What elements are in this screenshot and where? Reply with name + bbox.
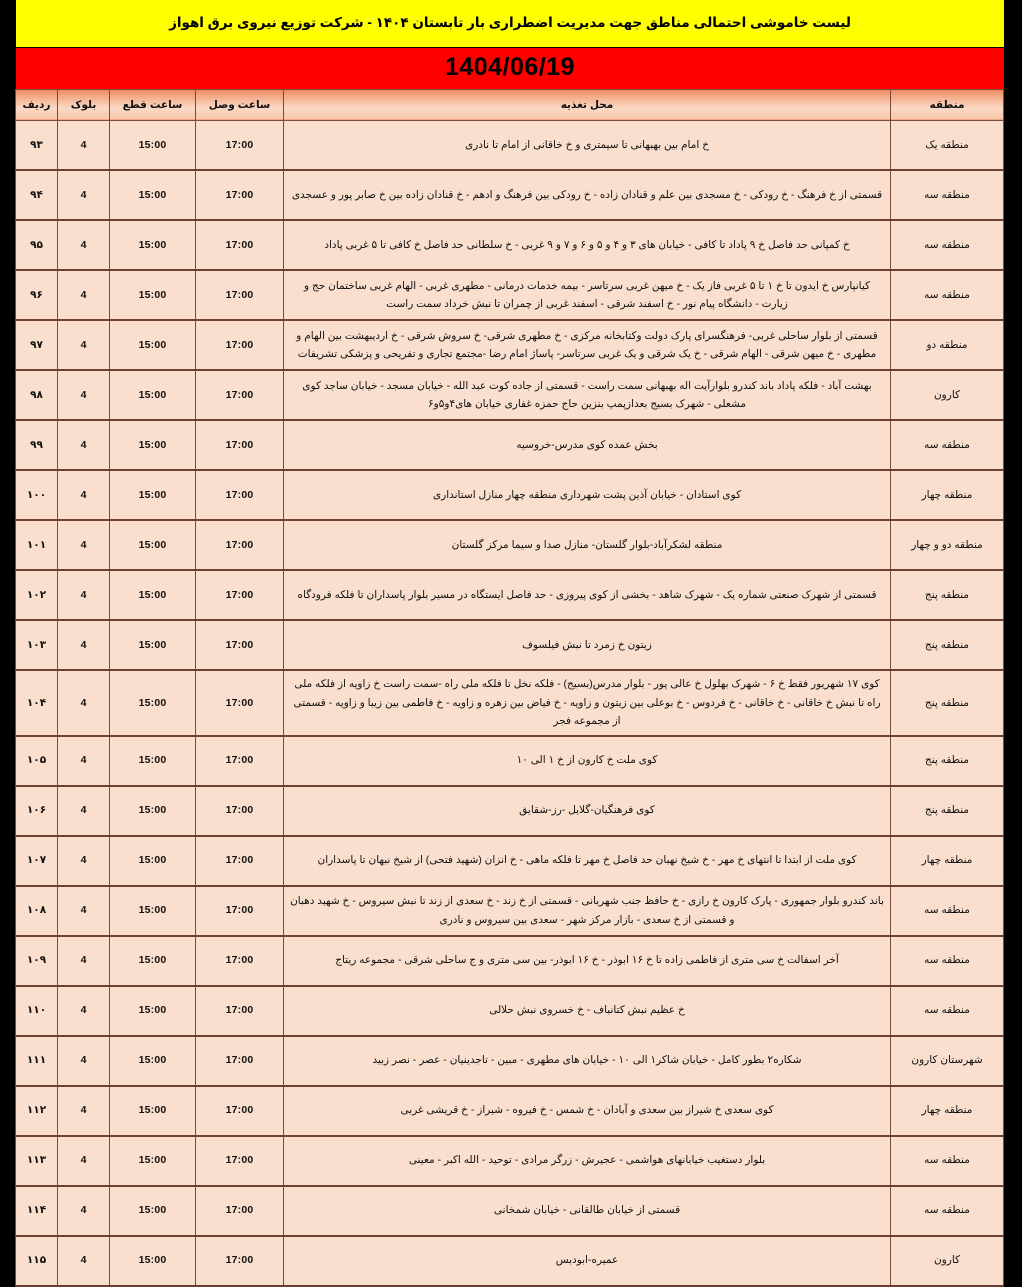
cell-time-on: 17:00 (196, 570, 284, 620)
cell-block: 4 (58, 320, 110, 370)
cell-radif: ۱۱۳ (16, 1136, 58, 1186)
cell-feed: خ عظیم نبش کتانباف - خ خسروی نبش حلالی (284, 986, 891, 1036)
cell-feed: زیتون خ زمرد تا نبش فیلسوف (284, 620, 891, 670)
cell-time-off: 15:00 (110, 936, 196, 986)
cell-region: منطقه سه (891, 1186, 1004, 1236)
cell-feed: بخش عمده کوی مدرس-خروسیه (284, 420, 891, 470)
table-row (16, 520, 1004, 570)
header-time-on: ساعت وصل (196, 89, 284, 120)
cell-block: 4 (58, 936, 110, 986)
cell-time-on: 17:00 (196, 936, 284, 986)
table-row (16, 220, 1004, 270)
cell-time-off: 15:00 (110, 570, 196, 620)
cell-time-off: 15:00 (110, 886, 196, 936)
cell-time-off: 15:00 (110, 320, 196, 370)
cell-time-on: 17:00 (196, 1086, 284, 1136)
cell-time-on: 17:00 (196, 470, 284, 520)
cell-radif: ۹۴ (16, 170, 58, 220)
cell-radif: ۱۱۱ (16, 1036, 58, 1086)
table-row (16, 420, 1004, 470)
cell-radif: ۹۳ (16, 120, 58, 170)
header-time-off: ساعت قطع (110, 89, 196, 120)
cell-feed: قسمتی از خیابان طالقانی - خیابان شمخانی (284, 1186, 891, 1236)
cell-radif: ۹۶ (16, 270, 58, 320)
schedule-title: لیست خاموشی احتمالی مناطق جهت مدیریت اضطراری بار تابستان ۱۴۰۴ - شرکت توزیع نیروی برق اهواز (16, 0, 1004, 48)
cell-feed: کوی فرهنگیان-گلایل -رز-شقایق (284, 786, 891, 836)
cell-block: 4 (58, 370, 110, 420)
cell-time-off: 15:00 (110, 370, 196, 420)
cell-time-on: 17:00 (196, 886, 284, 936)
cell-region: منطقه چهار (891, 836, 1004, 886)
cell-region: منطقه سه (891, 936, 1004, 986)
cell-time-off: 15:00 (110, 786, 196, 836)
cell-region: منطقه چهار (891, 470, 1004, 520)
cell-time-on: 17:00 (196, 370, 284, 420)
cell-region: منطقه چهار (891, 1086, 1004, 1136)
cell-block: 4 (58, 420, 110, 470)
cell-radif: ۱۰۸ (16, 886, 58, 936)
cell-radif: ۱۰۶ (16, 786, 58, 836)
cell-time-on: 17:00 (196, 786, 284, 836)
cell-block: 4 (58, 470, 110, 520)
outage-table (15, 89, 1004, 1287)
table-row (16, 1136, 1004, 1186)
cell-radif: ۱۱۴ (16, 1186, 58, 1236)
cell-time-off: 15:00 (110, 620, 196, 670)
cell-block: 4 (58, 1236, 110, 1286)
cell-radif: ۱۰۱ (16, 520, 58, 570)
cell-feed: بلوار دستغیب خیابانهای هواشمی - عجیرش - زرگر مرادی - توحید - الله اکبر - معینی (284, 1136, 891, 1186)
cell-radif: ۱۰۲ (16, 570, 58, 620)
cell-radif: ۱۰۰ (16, 470, 58, 520)
header-feed: محل تغذیه (284, 89, 891, 120)
cell-region: منطقه سه (891, 220, 1004, 270)
table-row (16, 170, 1004, 220)
table-row (16, 1186, 1004, 1236)
cell-time-off: 15:00 (110, 736, 196, 786)
cell-block: 4 (58, 886, 110, 936)
cell-time-off: 15:00 (110, 470, 196, 520)
cell-region: کارون (891, 1236, 1004, 1286)
table-row (16, 936, 1004, 986)
cell-block: 4 (58, 736, 110, 786)
cell-region: شهرستان کارون (891, 1036, 1004, 1086)
cell-time-on: 17:00 (196, 220, 284, 270)
table-row (16, 786, 1004, 836)
cell-time-off: 15:00 (110, 270, 196, 320)
cell-feed: منطقه لشکرآباد-بلوار گلستان- منازل صدا و سیما مرکز گلستان (284, 520, 891, 570)
cell-region: منطقه پنج (891, 786, 1004, 836)
cell-region: منطقه دو (891, 320, 1004, 370)
cell-time-off: 15:00 (110, 120, 196, 170)
table-header (16, 89, 1004, 120)
header-region: منطقه (891, 89, 1004, 120)
cell-feed: بهشت آباد - فلکه پاداد باند کندرو بلوارآیت اله بهبهانی سمت راست - قسمتی از جاده کوت عبد الله - خیابان مسجد - خیابان ساجد کوی مشعلی - شهرک بسیج بعدازپمپ بنزین حاج حمزه غفاری خیابان های۴و۵و۶ (284, 370, 891, 420)
table-row (16, 736, 1004, 786)
header-radif: ردیف (16, 89, 58, 120)
table-row (16, 836, 1004, 886)
header-row (16, 89, 1004, 120)
outage-sheet (16, 0, 1004, 1287)
cell-time-off: 15:00 (110, 1136, 196, 1186)
cell-radif: ۹۹ (16, 420, 58, 470)
cell-time-on: 17:00 (196, 270, 284, 320)
cell-block: 4 (58, 1136, 110, 1186)
cell-feed: خ امام بین بهبهانی تا سیمتری و خ خاقانی از امام تا نادری (284, 120, 891, 170)
cell-time-on: 17:00 (196, 986, 284, 1036)
cell-block: 4 (58, 520, 110, 570)
cell-time-off: 15:00 (110, 1036, 196, 1086)
cell-feed: کوی سعدی خ شیراز بین سعدی و آبادان - خ شمس - خ فیروه - شیراز - خ قریشی غربی (284, 1086, 891, 1136)
cell-radif: ۱۱۲ (16, 1086, 58, 1136)
cell-region: منطقه سه (891, 270, 1004, 320)
cell-radif: ۱۰۹ (16, 936, 58, 986)
cell-time-off: 15:00 (110, 986, 196, 1036)
cell-time-on: 17:00 (196, 736, 284, 786)
table-row (16, 320, 1004, 370)
cell-block: 4 (58, 570, 110, 620)
cell-feed: قسمتی از شهرک صنعتی شماره یک - شهرک شاهد - بخشی از کوی پیروزی - حد فاصل ایستگاه در مسیر بلوار پاسداران تا فلکه فرودگاه (284, 570, 891, 620)
table-row (16, 670, 1004, 735)
cell-feed: قسمتی از خ فرهنگ - خ رودکی - خ مسجدی بین علم و قنادان زاده - خ رودکی بین فرهنگ و ادهم - خ قنادان زاده بین خ صابر پور و عسجدی (284, 170, 891, 220)
cell-time-on: 17:00 (196, 620, 284, 670)
cell-region: منطقه سه (891, 1136, 1004, 1186)
cell-radif: ۱۰۵ (16, 736, 58, 786)
cell-region: منطقه سه (891, 986, 1004, 1036)
cell-block: 4 (58, 170, 110, 220)
cell-block: 4 (58, 1186, 110, 1236)
cell-radif: ۹۵ (16, 220, 58, 270)
cell-radif: ۱۰۷ (16, 836, 58, 886)
cell-feed: قسمتی از بلوار ساحلی غربی- فرهنگسرای پارک دولت وکتابخانه مرکزی - خ مطهری شرقی- خ سروش شرقی - خ اردیبهشت بین الهام و مطهری - خ میهن شرقی - الهام شرقی - خ یک شرقی و یک غربی سرتاسر- پاساژ امام رضا -مجتمع تجاری و تفریحی و پزشکی تشریفات (284, 320, 891, 370)
cell-time-off: 15:00 (110, 220, 196, 270)
header-block: بلوک (58, 89, 110, 120)
table-row (16, 1236, 1004, 1286)
cell-region: منطقه دو و چهار (891, 520, 1004, 570)
cell-region: منطقه سه (891, 886, 1004, 936)
cell-region: منطقه یک (891, 120, 1004, 170)
cell-block: 4 (58, 986, 110, 1036)
cell-feed: کوی استادان - خیابان آذین پشت شهرداری منطقه چهار منازل استانداری (284, 470, 891, 520)
cell-block: 4 (58, 1036, 110, 1086)
cell-radif: ۱۰۴ (16, 670, 58, 735)
cell-block: 4 (58, 620, 110, 670)
cell-block: 4 (58, 120, 110, 170)
cell-time-off: 15:00 (110, 520, 196, 570)
cell-region: منطقه پنج (891, 620, 1004, 670)
cell-time-on: 17:00 (196, 670, 284, 735)
cell-time-on: 17:00 (196, 520, 284, 570)
cell-feed: خ کمپانی حد فاصل خ ۹ پاداد تا کافی - خیابان های ۳ و ۴ و ۵ و ۶ و ۷ و ۹ غربی - خ سلطانی حد فاصل خ کافی تا ۵ غربی پاداد (284, 220, 891, 270)
cell-time-on: 17:00 (196, 420, 284, 470)
cell-time-on: 17:00 (196, 1236, 284, 1286)
cell-region: منطقه سه (891, 170, 1004, 220)
cell-radif: ۱۱۰ (16, 986, 58, 1036)
cell-region: منطقه سه (891, 420, 1004, 470)
cell-block: 4 (58, 836, 110, 886)
cell-block: 4 (58, 270, 110, 320)
cell-time-off: 15:00 (110, 670, 196, 735)
table-row (16, 986, 1004, 1036)
cell-feed: کیانپارس خ ایدون تا خ ۱ تا ۵ غربی فاز یک - خ میهن غربی سرتاسر - بیمه خدمات درمانی - مطهری غربی - الهام غربی ساختمان حج و زیارت - دانشگاه پیام نور - خ اسفند شرقی - اسفند غربی از چمران تا نبش خرداد سمت راست (284, 270, 891, 320)
cell-block: 4 (58, 220, 110, 270)
cell-time-off: 15:00 (110, 1186, 196, 1236)
cell-time-on: 17:00 (196, 120, 284, 170)
table-row (16, 1036, 1004, 1086)
table-row (16, 1086, 1004, 1136)
cell-time-on: 17:00 (196, 1136, 284, 1186)
cell-feed: باند کندرو بلوار جمهوری - پارک کارون خ رازی - خ حافظ جنب شهربانی - قسمتی از خ زند - خ سعدی از زند تا نبش سیروس - خ شهید دهبان و قسمتی از خ سعدی - بازار مرکز شهر - سعدی بین سیروس و نادری (284, 886, 891, 936)
cell-block: 4 (58, 786, 110, 836)
table-row (16, 570, 1004, 620)
cell-time-on: 17:00 (196, 1186, 284, 1236)
table-row (16, 620, 1004, 670)
cell-radif: ۹۸ (16, 370, 58, 420)
cell-region: منطقه پنج (891, 570, 1004, 620)
table-row (16, 470, 1004, 520)
table-row (16, 120, 1004, 170)
cell-time-off: 15:00 (110, 1236, 196, 1286)
schedule-date: 1404/06/19 (16, 48, 1004, 89)
cell-time-on: 17:00 (196, 170, 284, 220)
cell-block: 4 (58, 1086, 110, 1136)
cell-feed: کوی ملت خ کارون از خ ۱ الی ۱۰ (284, 736, 891, 786)
cell-time-off: 15:00 (110, 170, 196, 220)
cell-feed: کوی ۱۷ شهریور فقط خ ۶ - شهرک بهلول خ عالی پور - بلوار مدرس(بسیج) - فلکه نخل تا فلکه ملی راه -سمت راست خ زاویه از فلکه ملی راه تا نبش خ خاقانی - خ خاقانی - خ فردوس - خ بوعلی بین زیتون و زاویه - خ فیاض بین زهره و زاویه - خ فاطمی بین زیبا و زاویه - قسمتی از مجموعه فجر (284, 670, 891, 735)
table-row (16, 270, 1004, 320)
cell-radif: ۱۱۵ (16, 1236, 58, 1286)
cell-time-on: 17:00 (196, 320, 284, 370)
cell-feed: عمیره-ابودبس (284, 1236, 891, 1286)
cell-region: منطقه پنج (891, 736, 1004, 786)
cell-time-on: 17:00 (196, 1036, 284, 1086)
cell-region: منطقه پنج (891, 670, 1004, 735)
cell-radif: ۱۰۳ (16, 620, 58, 670)
cell-time-off: 15:00 (110, 420, 196, 470)
cell-region: کارون (891, 370, 1004, 420)
cell-feed: شکاره۲ بطور کامل - خیابان شاکر۱ الی ۱۰ - خیابان های مطهری - مبین - تاجدینیان - عصر - نصر زبید (284, 1036, 891, 1086)
table-row (16, 370, 1004, 420)
cell-radif: ۹۷ (16, 320, 58, 370)
cell-block: 4 (58, 670, 110, 735)
cell-time-off: 15:00 (110, 836, 196, 886)
table-row (16, 886, 1004, 936)
cell-time-on: 17:00 (196, 836, 284, 886)
cell-feed: کوی ملت از ابتدا تا انتهای خ مهر - خ شیخ نهبان حد فاصل خ مهر تا فلکه ماهی - خ انزان (شهید فتحی) از شیخ نبهان تا پاسداران (284, 836, 891, 886)
table-body (16, 120, 1004, 1285)
cell-time-off: 15:00 (110, 1086, 196, 1136)
cell-feed: آخر اسفالت خ سی متری از فاطمی زاده تا خ ۱۶ ابوذر - خ ۱۶ ابوذر- بین سی متری و ج ساحلی شرقی - مجموعه ریتاج (284, 936, 891, 986)
